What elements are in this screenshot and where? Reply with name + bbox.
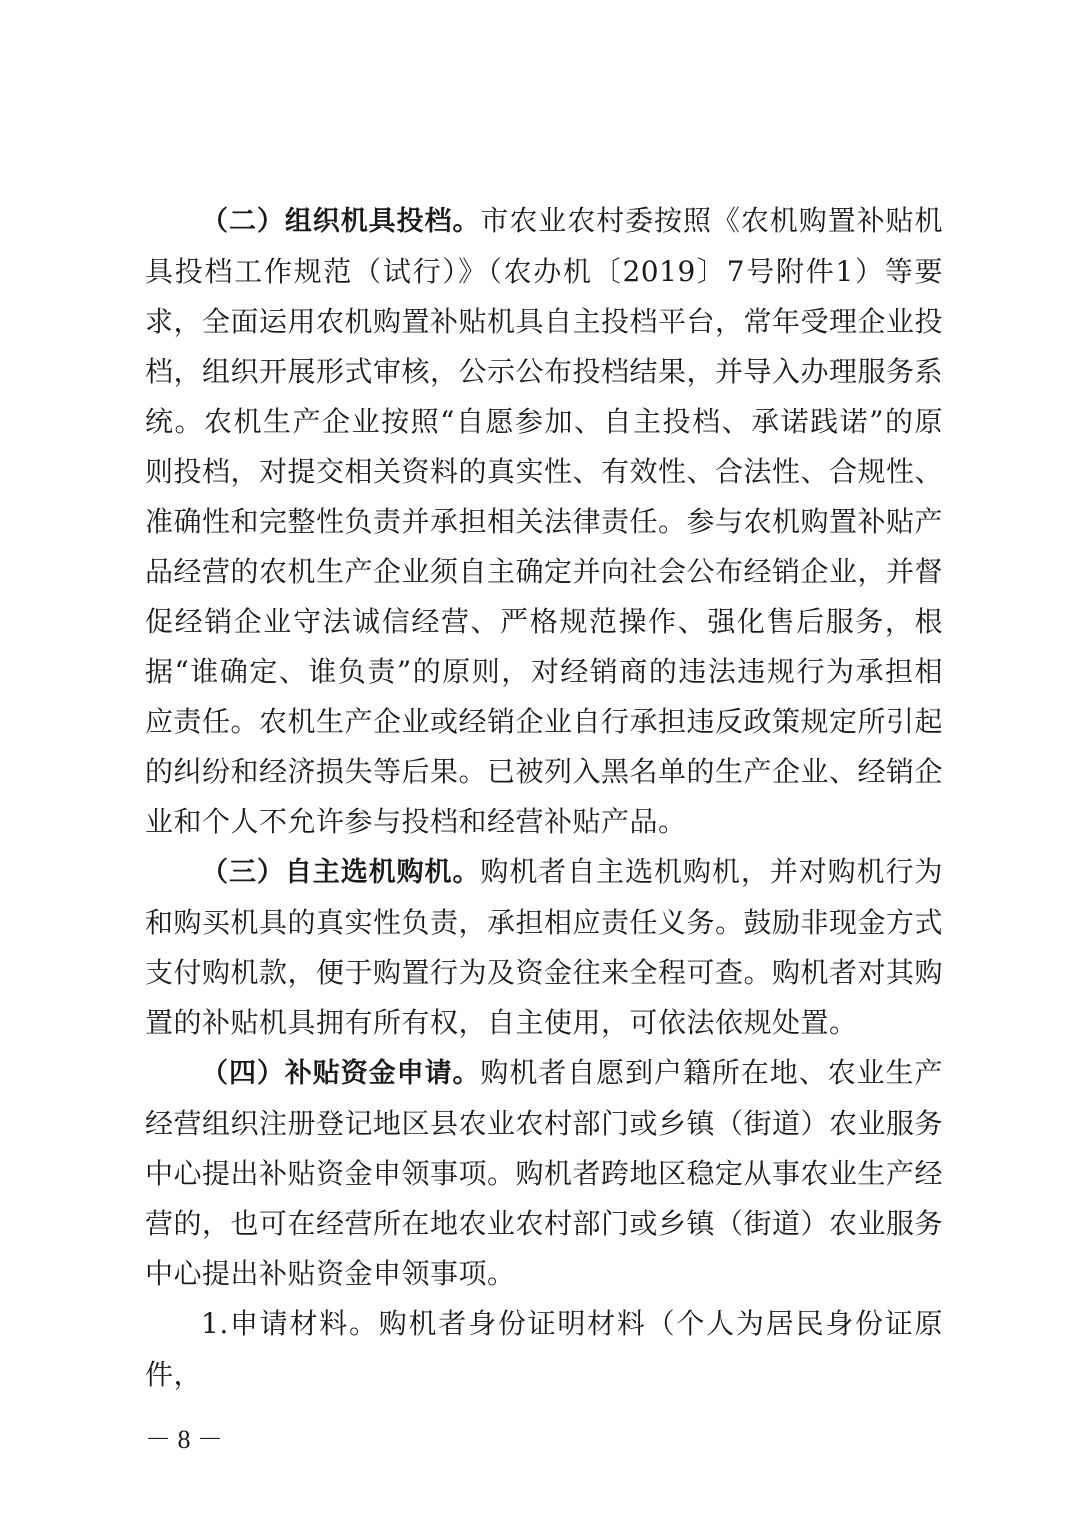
section-heading-2: （二）组织机具投档。 [201, 206, 481, 237]
paragraph-subsidy-application [145, 1048, 943, 1299]
paragraph-text: 1.申请材料。购机者身份证明材料（个人为居民身份证原件， [145, 1307, 943, 1391]
paragraph-text: 市农业农村委按照《农机购置补贴机具投档工作规范（试行）》（农办机〔2019〕7号附件1）等要求，全面运用农机购置补贴机具自主投档平台，常年受理企业投档，组织开展形式审核，公示公布投档结果，并导入办理服务系统。农机生产企业按照“自愿参加、自主投档、承诺践诺”的原则投档，对提交相关资料的真实性、有效性、合法性、合规性、准确性和完整性负责并承担相关法律责任。参与农机购置补贴产品经营的农机生产企业须自主确定并向社会公布经销企业，并督促经销企业守法诚信经营、严格规范操作、强化售后服务，根据“谁确定、谁负责”的原则，对经销商的违法违规行为承担相应责任。农机生产企业或经销企业自行承担违反政策规定所引起的纠纷和经济损失等后果。已被列入黑名单的生产企业、经销企业和个人不允许参与投档和经营补贴产品。 [145, 204, 944, 838]
paragraph-self-selection-purchase [145, 847, 943, 1048]
document-body [145, 196, 943, 1400]
paragraph-text: 购机者自愿到户籍所在地、农业生产经营组织注册登记地区县农业农村部门或乡镇（街道）农业服务中心提出补贴资金申领事项。购机者跨地区稳定从事农业生产经营的，也可在经营所在地农业农村部门或乡镇（街道）农业服务中心提出补贴资金申领事项。 [145, 1056, 944, 1290]
section-heading-3: （三）自主选机购机。 [201, 857, 481, 888]
paragraph-text: 购机者自主选机购机，并对购机行为和购买机具的真实性负责，承担相应责任义务。鼓励非现金方式支付购机款，便于购置行为及资金往来全程可查。购机者对其购置的补贴机具拥有所有权，自主使用，可依法依规处置。 [145, 855, 944, 1039]
paragraph-application-materials [145, 1299, 943, 1400]
paragraph-organize-equipment-filing [145, 196, 943, 847]
page-number: － 8 － [145, 1425, 224, 1454]
section-heading-4: （四）补贴资金申请。 [201, 1058, 481, 1089]
